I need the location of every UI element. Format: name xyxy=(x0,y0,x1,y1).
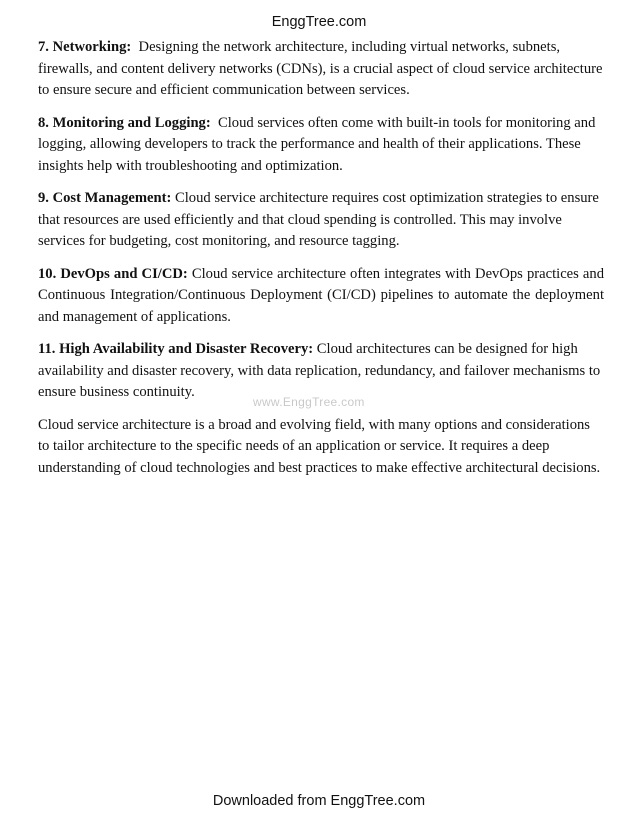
page-footer: Downloaded from EnggTree.com xyxy=(212,793,426,809)
section-heading: 9. Cost Management: xyxy=(38,190,172,206)
section-text: Cloud architectures can be designed for high availability and disaster recovery, with data replication, redundancy, and failover mechanisms to ensure business continuity. xyxy=(38,341,601,400)
section-text: Designing the network architecture, including virtual networks, subnets, firewalls, and content delivery networks (CDNs), is a crucial aspect of cloud service architecture to ensure secure and efficient communication between services. xyxy=(38,39,603,98)
document-body xyxy=(38,37,604,490)
section-heading: 11. High Availability and Disaster Recovery: xyxy=(38,341,314,357)
section-text: Cloud service architecture often integrates with DevOps practices and Continuous Integration/Continuous Deployment (CI/CD) pipelines to automate the deployment and management of applications. xyxy=(38,265,604,325)
section-high-availability xyxy=(38,339,604,404)
section-text: Cloud service architecture requires cost optimization strategies to ensure that resources are used efficiently and that cloud spending is controlled. This may involve services for budgeting, cost monitoring, and resource tagging. xyxy=(38,190,599,249)
page-header: EnggTree.com xyxy=(271,14,367,30)
section-networking xyxy=(38,37,604,102)
watermark: www.EnggTree.com xyxy=(253,395,365,409)
section-heading: 7. Networking: xyxy=(38,39,132,55)
section-cost-management xyxy=(38,188,604,253)
section-monitoring-logging xyxy=(38,113,604,178)
section-devops-cicd xyxy=(38,264,604,329)
section-text: Cloud services often come with built-in tools for monitoring and logging, allowing developers to track the performance and health of their applications. These insights help with troubleshooting and optimization. xyxy=(38,114,596,174)
conclusion-paragraph: Cloud service architecture is a broad and evolving field, with many options and considerations to tailor architecture to the specific needs of an application or service. It requires a deep understanding of cloud technologies and best practices to make effective architectural decisions. xyxy=(38,416,601,476)
section-heading: 10. DevOps and CI/CD: xyxy=(38,265,188,282)
section-heading: 8. Monitoring and Logging: xyxy=(38,114,211,131)
